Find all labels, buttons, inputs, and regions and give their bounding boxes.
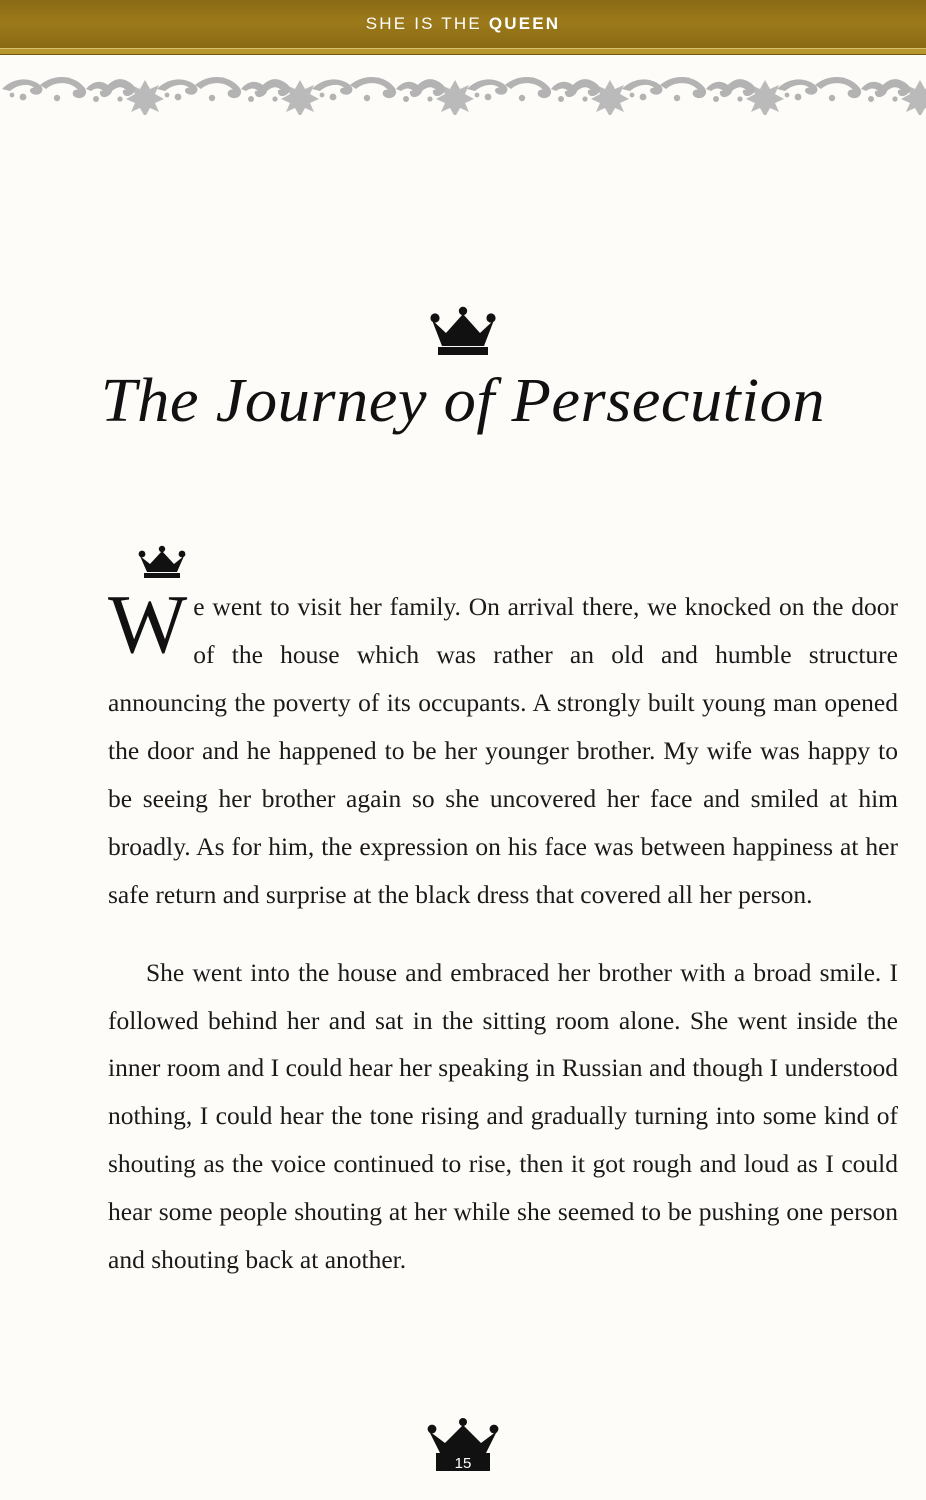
running-header-text xyxy=(366,14,561,34)
page-footer xyxy=(0,1417,926,1486)
chapter-body xyxy=(108,545,898,1314)
body-paragraph-1 xyxy=(108,578,898,919)
body-paragraph-1-text: e went to visit her family. On arrival there, we knocked on the door of the house which was rather an old and humble structure announcing the poverty of its occupants. A strongly built young man opened the door and he happened to be her younger brother. My wife was happy to be seeing her brother again so she uncovered her face and smiled at him broadly. As for him, the expression on his face was between happiness at her safe return and surprise at the black dress that covered all her person. xyxy=(108,592,898,909)
chapter-crown-icon xyxy=(0,306,926,363)
header-gold-rule xyxy=(0,48,926,55)
running-header-prefix: SHE IS THE xyxy=(365,14,489,33)
body-paragraph-2: She went into the house and embraced her brother with a broad smile. I followed behind her and sat in the sitting room alone. She went inside the inner room and I could hear her speaking in Russian and though I understood nothing, I could hear the tone rising and gradually turning into some kind of shouting as the voice continued to rise, then it got rough and loud as I could hear some people shouting at her while she seemed to be pushing one person and shouting back at another. xyxy=(108,957,898,1275)
floral-scroll-divider-icon xyxy=(0,60,926,118)
running-header-emphasis: QUEEN xyxy=(488,14,561,33)
paragraph-crown-icon xyxy=(136,545,898,579)
drop-cap: W xyxy=(108,578,188,671)
page-number: 15 xyxy=(454,1455,472,1472)
running-header-band xyxy=(0,0,926,48)
chapter-title: The Journey of Persecution xyxy=(100,367,826,435)
